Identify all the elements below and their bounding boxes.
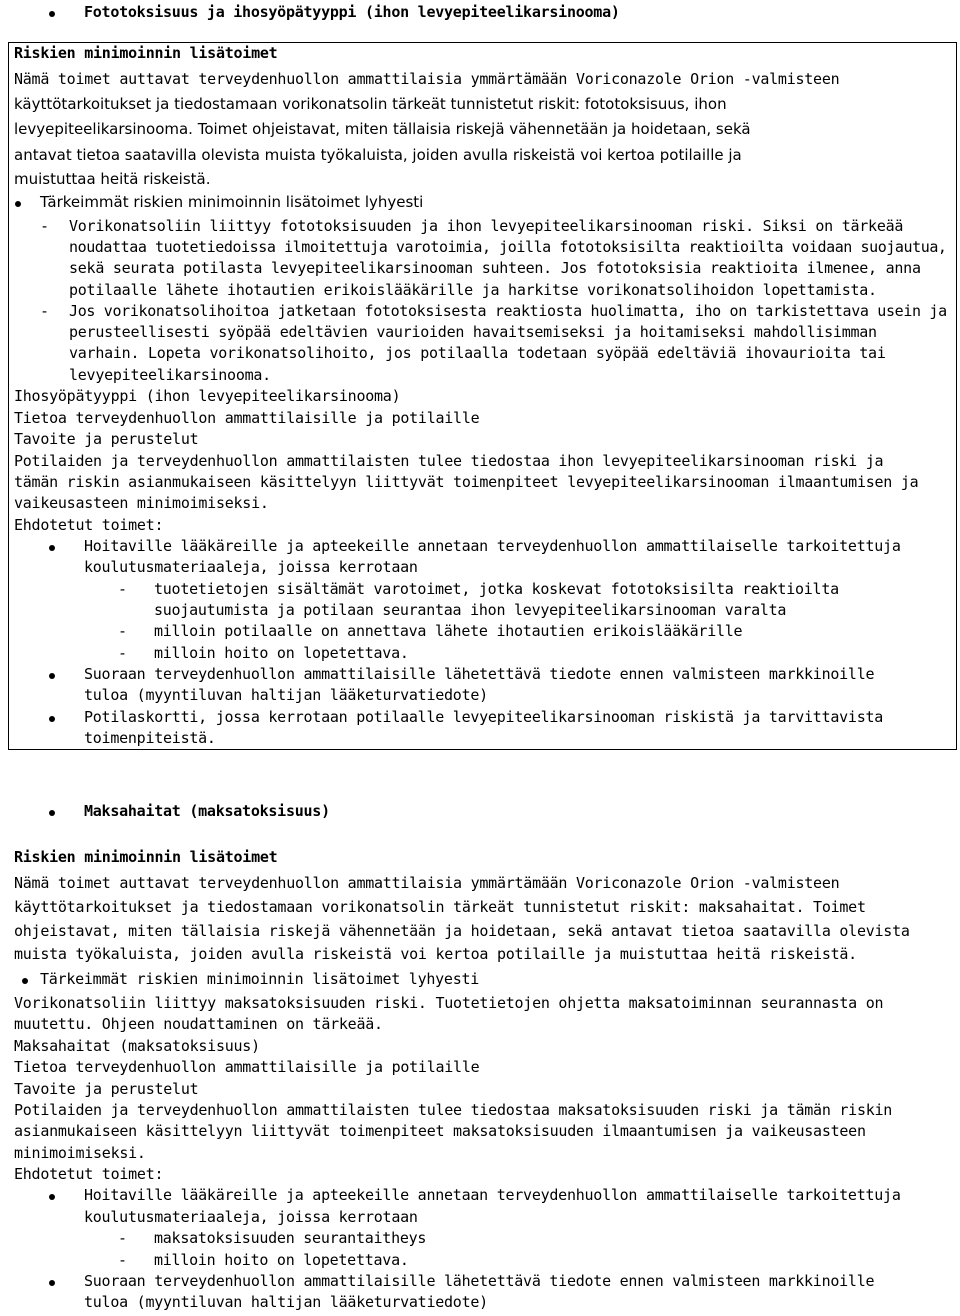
section2-goal-line: asianmukaiseen käsittelyyn liittyvät toimenpiteet maksatoksisuuden ilmaantumisen ja vaikeusasteen (14, 1122, 866, 1140)
section1-action-bullet (49, 673, 55, 679)
section1-summary-title: Tärkeimmät riskien minimoinnin lisätoimet lyhyesti (40, 193, 424, 211)
section1-dash1-line: potilaalle lähete ihotautien erikoislääkärille ja harkitse vorikonatsolihoidon lopettamista. (69, 281, 877, 299)
section2-risk-title: Riskien minimoinnin lisätoimet (14, 848, 278, 866)
section1-action-bullet (49, 545, 55, 551)
section1-bullet3-line: toimenpiteistä. (84, 729, 216, 747)
section1-intro-line: käyttötarkoitukset ja tiedostamaan vorikonatsolin tärkeät tunnistetut riskit: fototoksisuus, ihon (14, 95, 727, 113)
section2-intro-line: muista työkaluista, joiden avulla riskeistä voi kertoa potilaille ja muistuttaa heitä riskeistä. (14, 945, 857, 963)
section2-bullet2-line: Suoraan terveydenhuollon ammattilaisille lähetettävä tiedote ennen valmisteen markkinoille (84, 1272, 875, 1290)
section2-info-title: Tietoa terveydenhuollon ammattilaisille ja potilaille (14, 1058, 480, 1076)
section1-sub1-line: suojautumista ja potilaan seurantaa ihon levyepiteelikarsinooman varalta (154, 601, 787, 619)
section2-summary-title: Tärkeimmät riskien minimoinnin lisätoimet lyhyesti (40, 970, 480, 988)
section2-bullet (49, 810, 55, 816)
section1-bullet1-line: koulutusmateriaaleja, joissa kerrotaan (84, 558, 418, 576)
section1-dash2-line: varhain. Lopeta vorikonatsolihoito, jos potilaalla todetaan syöpää edeltäviä ihovaurioita tai (69, 344, 886, 362)
section1-action-bullet (49, 716, 55, 722)
section1-bullet2-line: Suoraan terveydenhuollon ammattilaisille lähetettävä tiedote ennen valmisteen markkinoille (84, 665, 875, 683)
section2-intro-line: käyttötarkoitukset ja tiedostamaan vorikonatsolin tärkeät tunnistetut riskit: maksahaitat. Toimet (14, 898, 866, 916)
section2-action-bullet (49, 1280, 55, 1286)
section1-goal-line: vaikeusasteen minimoimiseksi. (14, 494, 269, 512)
section1-dash1-line: Vorikonatsoliin liittyy fototoksisuuden ja ihon levyepiteelikarsinooman riski. Siksi on tärkeää (69, 217, 904, 235)
section1-goal-title: Tavoite ja perustelut (14, 430, 199, 448)
section1-intro-line: muistuttaa heitä riskeistä. (14, 170, 211, 188)
section1-bullet3-line: Potilaskortti, jossa kerrotaan potilaalle levyepiteelikarsinooman riskistä ja tarvittavista (84, 708, 884, 726)
dash-marker: - (118, 1251, 127, 1269)
section1-dash2-line: Jos vorikonatsolihoitoa jatketaan fototoksisesta reaktiosta huolimatta, iho on tarkistettava usein ja (69, 302, 947, 320)
section2-summary-bullet (22, 978, 28, 984)
table1-left-border (8, 42, 9, 750)
dash-marker: - (40, 302, 49, 320)
section1-dash1-line: noudattaa tuotetiedoissa ilmoitettuja varotoimia, joilla fototoksisilta reaktioilta voidaan suojautua, (69, 238, 947, 256)
section1-heading: Fototoksisuus ja ihosyöpätyyppi (ihon levyepiteelikarsinooma) (84, 3, 620, 21)
section2-action-bullet (49, 1194, 55, 1200)
section2-bullet1-line: Hoitaville lääkäreille ja apteekeille annetaan terveydenhuollon ammattilaiselle tarkoitettuja (84, 1186, 901, 1204)
section2-sub2-line: milloin hoito on lopetettava. (154, 1251, 409, 1269)
section1-proposed-title: Ehdotetut toimet: (14, 516, 164, 534)
section2-sub1-line: maksatoksisuuden seurantaitheys (154, 1229, 427, 1247)
dash-marker: - (118, 644, 127, 662)
section2-intro-line: Nämä toimet auttavat terveydenhuollon ammattilaisia ymmärtämään Voriconazole Orion -valmisteen (14, 874, 840, 892)
section1-sub3-line: milloin hoito on lopetettava. (154, 644, 409, 662)
section2-heading: Maksahaitat (maksatoksisuus) (84, 802, 330, 820)
section2-bullet1-line: koulutusmateriaaleja, joissa kerrotaan (84, 1208, 418, 1226)
section1-intro-line: levyepiteelikarsinooma. Toimet ohjeistavat, miten tällaisia riskejä vähennetään ja hoidetaan, sekä (14, 120, 751, 138)
section2-goal-line: minimoimiseksi. (14, 1144, 146, 1162)
dash-marker: - (118, 1229, 127, 1247)
section1-summary-bullet (15, 201, 21, 207)
section1-sub-heading: Ihosyöpätyyppi (ihon levyepiteelikarsinooma) (14, 387, 401, 405)
section1-sub1-line: tuotetietojen sisältämät varotoimet, jotka koskevat fototoksisilta reaktioilta (154, 580, 839, 598)
section1-intro-line: antavat tietoa saatavilla olevista muista työkaluista, joiden avulla riskeistä voi kertoa potilaille ja (14, 146, 742, 164)
section1-bullet2-line: tuloa (myyntiluvan haltijan lääketurvatiedote) (84, 686, 488, 704)
section1-goal-line: Potilaiden ja terveydenhuollon ammattilaisten tulee tiedostaa ihon levyepiteelikarsinooman riski ja (14, 452, 884, 470)
section2-proposed-title: Ehdotetut toimet: (14, 1165, 164, 1183)
section2-goal-line: Potilaiden ja terveydenhuollon ammattilaisten tulee tiedostaa maksatoksisuuden riski ja tämän riskin (14, 1101, 893, 1119)
section2-sub-heading: Maksahaitat (maksatoksisuus) (14, 1037, 260, 1055)
section2-goal-title: Tavoite ja perustelut (14, 1080, 199, 1098)
dash-marker: - (118, 622, 127, 640)
section1-sub2-line: milloin potilaalle on annettava lähete ihotautien erikoislääkärille (154, 622, 743, 640)
section2-bullet2-line: tuloa (myyntiluvan haltijan lääketurvatiedote) (84, 1293, 488, 1311)
table1-bottom-border (8, 749, 957, 750)
section1-dash2-line: perusteellisesti syöpää edeltävien vaurioiden havaitsemiseksi ja hoitamiseksi mahdollisimman (69, 323, 877, 341)
section2-summary-line: muutettu. Ohjeen noudattaminen on tärkeää. (14, 1015, 383, 1033)
section1-goal-line: tämän riskin asianmukaiseen käsittelyyn liittyvät toimenpiteet levyepiteelikarsinooman ilmaantumisen ja (14, 473, 919, 491)
section1-dash1-line: sekä seurata potilasta levyepiteelikarsinooman suhteen. Jos fototoksisia reaktioita ilmenee, anna (69, 259, 921, 277)
section1-dash2-line: levyepiteelikarsinooma. (69, 366, 271, 384)
section1-info-title: Tietoa terveydenhuollon ammattilaisille ja potilaille (14, 409, 480, 427)
dash-marker: - (118, 580, 127, 598)
dash-marker: - (40, 217, 49, 235)
section1-intro-line: Nämä toimet auttavat terveydenhuollon ammattilaisia ymmärtämään Voriconazole Orion -valmisteen (14, 70, 840, 88)
section1-bullet (49, 11, 55, 17)
section2-summary-line: Vorikonatsoliin liittyy maksatoksisuuden riski. Tuotetietojen ohjetta maksatoiminnan seurannasta on (14, 994, 884, 1012)
section2-intro-line: ohjeistavat, miten tällaisia riskejä vähennetään ja hoidetaan, sekä antavat tietoa saatavilla olevista (14, 922, 910, 940)
section1-bullet1-line: Hoitaville lääkäreille ja apteekeille annetaan terveydenhuollon ammattilaiselle tarkoitettuja (84, 537, 901, 555)
section1-risk-title: Riskien minimoinnin lisätoimet (14, 44, 278, 62)
table1-right-border (956, 42, 957, 750)
